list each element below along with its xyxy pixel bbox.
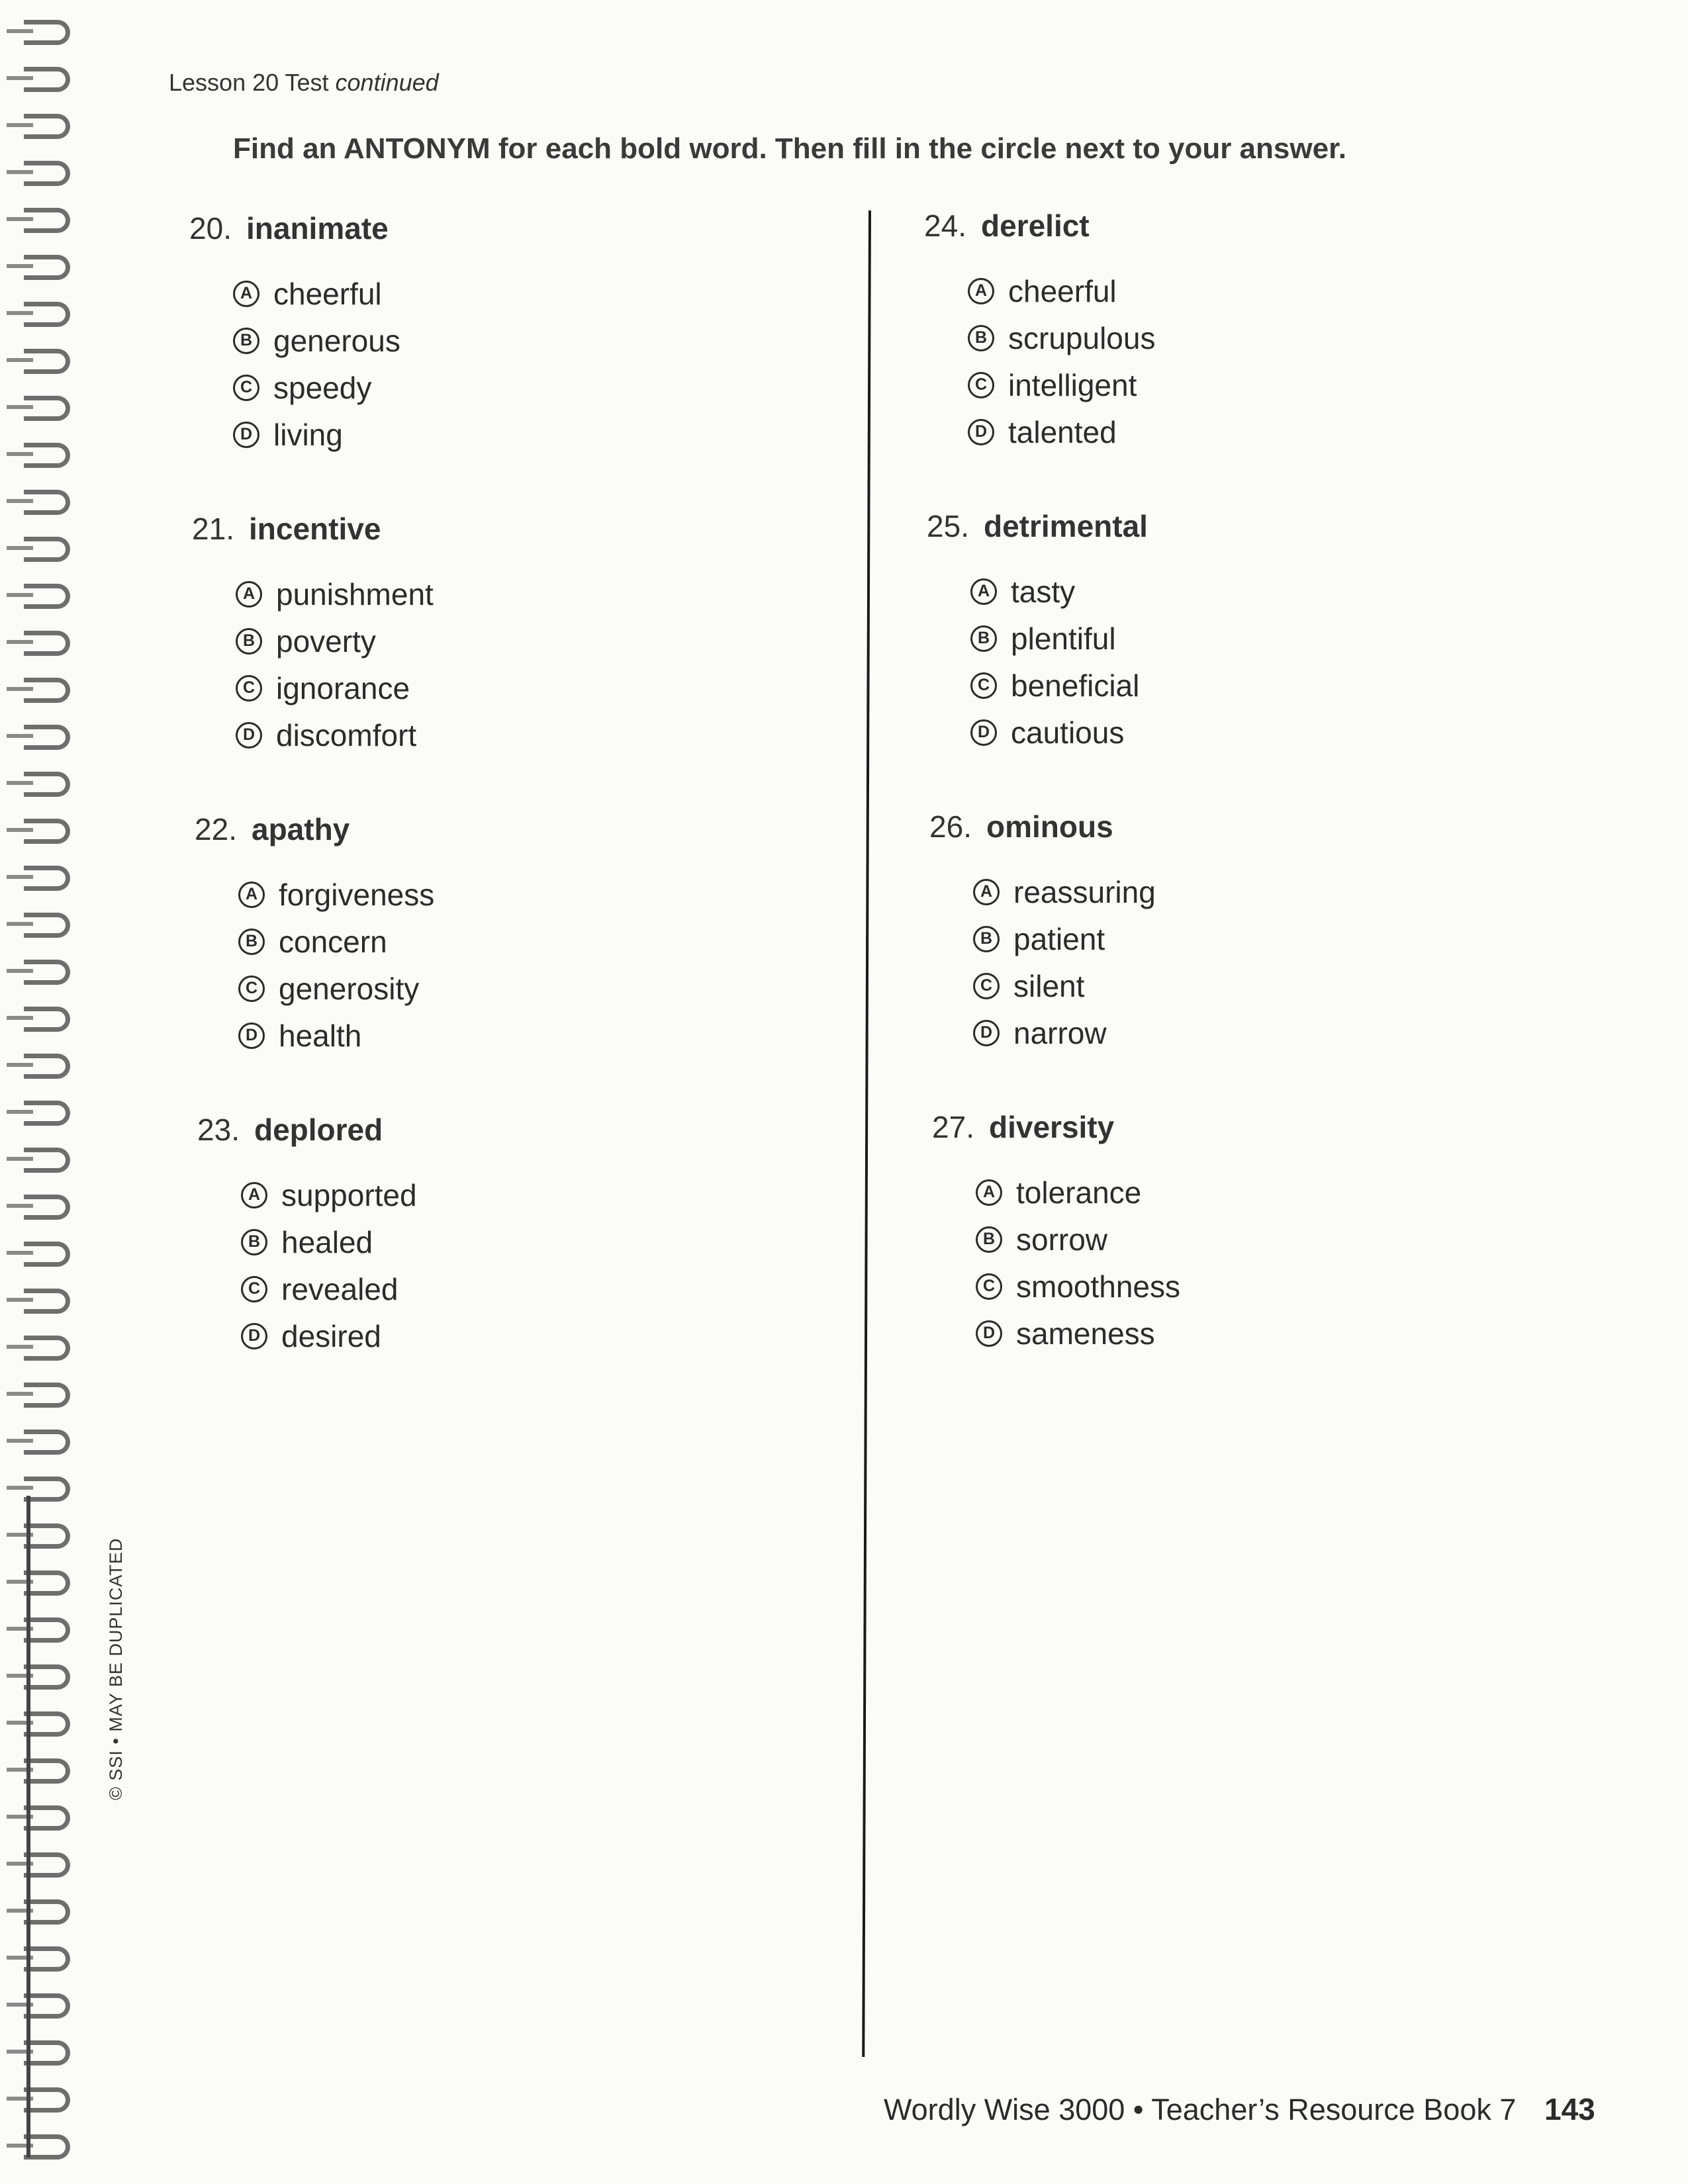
answer-option-a[interactable] — [233, 270, 765, 317]
answer-option-b[interactable] — [970, 615, 1502, 662]
option-text: cheerful — [273, 276, 382, 311]
option-text: supported — [281, 1177, 417, 1212]
question-24 — [904, 208, 1499, 455]
question-word: apathy — [252, 812, 350, 846]
option-text: tolerance — [1016, 1175, 1142, 1210]
question-word: diversity — [989, 1110, 1115, 1144]
answer-option-a[interactable] — [241, 1171, 773, 1218]
question-number: 23. — [197, 1113, 240, 1147]
question-22 — [174, 811, 770, 1059]
answer-option-c[interactable] — [970, 662, 1502, 709]
copyright-notice: © SSI • MAY BE DUPLICATED — [106, 1537, 126, 1800]
binding-coil-tail — [7, 734, 33, 738]
answer-bubble[interactable]: A — [976, 1179, 1002, 1206]
binding-coil-tail — [7, 29, 33, 33]
option-text: poverty — [276, 623, 376, 659]
answer-bubble[interactable]: C — [241, 1276, 267, 1302]
answer-option-a[interactable] — [236, 570, 767, 617]
answer-bubble[interactable]: D — [973, 1020, 1000, 1046]
answer-bubble[interactable]: C — [968, 372, 994, 398]
answer-option-d[interactable] — [241, 1312, 773, 1359]
option-text: living — [273, 417, 343, 452]
option-text: generous — [273, 323, 400, 358]
binding-coil-tail — [7, 1204, 33, 1208]
answer-option-b[interactable] — [236, 617, 767, 664]
answer-option-b[interactable] — [238, 918, 770, 965]
question-number: 22. — [195, 812, 237, 846]
question-20 — [169, 210, 765, 458]
instructions: Find an ANTONYM for each bold word. Then fill in the circle next to your answer. — [233, 132, 1346, 165]
answer-bubble[interactable]: A — [968, 278, 994, 304]
binding-coil-tail — [7, 781, 33, 785]
answer-option-a[interactable] — [968, 267, 1499, 314]
binding-coil-tail — [7, 1063, 33, 1067]
binding-coil-tail — [7, 828, 33, 832]
answer-option-d[interactable] — [238, 1012, 770, 1059]
question-word: incentive — [249, 512, 381, 546]
option-text: desired — [281, 1318, 381, 1353]
question-25 — [906, 508, 1502, 756]
answer-option-b[interactable] — [241, 1218, 773, 1265]
binding-coil-tail — [7, 1110, 33, 1114]
binding-coil-tail — [7, 499, 33, 503]
binding-coil-tail — [7, 264, 33, 268]
answer-option-b[interactable] — [973, 915, 1505, 962]
binding-coil-tail — [7, 1345, 33, 1349]
answer-bubble[interactable]: C — [973, 973, 1000, 999]
answer-option-a[interactable] — [238, 871, 770, 918]
answer-option-d[interactable] — [976, 1310, 1507, 1357]
answer-option-c[interactable] — [238, 965, 770, 1012]
answer-option-d[interactable] — [233, 411, 765, 458]
option-text: silent — [1013, 968, 1085, 1003]
answer-bubble[interactable]: A — [238, 882, 265, 908]
binding-coil-tail — [7, 170, 33, 174]
answer-bubble[interactable]: C — [236, 675, 262, 702]
question-23 — [177, 1112, 773, 1359]
answer-bubble[interactable]: C — [233, 375, 259, 401]
binding-coil-tail — [7, 311, 33, 315]
binding-coil-tail — [7, 1439, 33, 1443]
question-number: 25. — [927, 509, 969, 543]
answer-bubble[interactable]: A — [236, 581, 262, 608]
option-text: sorrow — [1016, 1222, 1108, 1257]
binding-coil-tail — [7, 593, 33, 597]
answer-bubble[interactable]: D — [238, 1023, 265, 1049]
question-number: 20. — [189, 211, 232, 246]
answer-bubble[interactable]: A — [970, 578, 997, 605]
answer-bubble[interactable]: B — [968, 325, 994, 351]
binding-coil-tail — [7, 546, 33, 550]
answer-option-a[interactable] — [970, 568, 1502, 615]
option-text: revealed — [281, 1271, 399, 1306]
answer-bubble[interactable]: A — [241, 1182, 267, 1208]
question-word: derelict — [981, 208, 1090, 243]
answer-option-c[interactable] — [968, 361, 1499, 408]
option-text: intelligent — [1008, 367, 1137, 402]
binding-coil-tail — [7, 687, 33, 691]
answer-bubble[interactable]: D — [233, 422, 259, 448]
question-word: ominous — [986, 809, 1113, 844]
answer-option-c[interactable] — [233, 364, 765, 411]
binding-coil-tail — [7, 358, 33, 362]
question-number: 27. — [932, 1110, 974, 1144]
option-text: narrow — [1013, 1015, 1107, 1050]
binding-coil-tail — [7, 1016, 33, 1020]
page-number: 143 — [1544, 2092, 1595, 2126]
binding-coil-tail — [7, 969, 33, 973]
option-text: tasty — [1011, 574, 1076, 609]
answer-bubble[interactable]: C — [970, 672, 997, 699]
answer-option-d[interactable] — [973, 1009, 1505, 1056]
answer-bubble[interactable]: D — [241, 1323, 267, 1349]
spiral-binding — [0, 20, 93, 2171]
option-text: smoothness — [1016, 1269, 1181, 1304]
option-text: concern — [279, 924, 387, 959]
answer-option-d[interactable] — [970, 709, 1502, 756]
answer-bubble[interactable]: B — [970, 625, 997, 652]
answer-option-c[interactable] — [241, 1265, 773, 1312]
answer-bubble[interactable]: B — [241, 1229, 267, 1255]
option-text: discomfort — [276, 717, 417, 752]
lesson-continued: continued — [335, 69, 439, 96]
binding-coil-tail — [7, 922, 33, 926]
option-text: generosity — [279, 971, 420, 1006]
lesson-title: Lesson 20 Test — [169, 69, 329, 96]
question-word: inanimate — [246, 211, 389, 246]
option-text: forgiveness — [279, 877, 435, 912]
answer-option-b[interactable] — [968, 314, 1499, 361]
binding-coil-tail — [7, 405, 33, 409]
answer-option-c[interactable] — [973, 962, 1505, 1009]
answer-bubble[interactable]: C — [238, 976, 265, 1002]
binding-coil-tail — [7, 875, 33, 879]
binding-coil-tail — [7, 452, 33, 456]
binding-coil-tail — [7, 217, 33, 221]
answer-bubble[interactable]: D — [236, 722, 262, 749]
question-number: 21. — [192, 512, 234, 546]
option-text: reassuring — [1013, 874, 1156, 909]
option-text: sameness — [1016, 1316, 1155, 1351]
option-text: healed — [281, 1224, 373, 1259]
option-text: patient — [1013, 921, 1105, 956]
binding-coil-tail — [7, 1486, 33, 1490]
answer-option-a[interactable] — [976, 1169, 1507, 1216]
answer-bubble[interactable]: B — [976, 1226, 1002, 1253]
question-number: 26. — [929, 809, 972, 844]
answer-option-d[interactable] — [236, 711, 767, 758]
option-text: cheerful — [1008, 273, 1117, 308]
answer-bubble[interactable]: B — [238, 929, 265, 955]
option-text: speedy — [273, 370, 372, 405]
option-text: cautious — [1011, 715, 1125, 750]
answer-bubble[interactable]: B — [236, 628, 262, 655]
option-text: beneficial — [1011, 668, 1140, 703]
option-text: scrupulous — [1008, 320, 1156, 355]
question-word: deplored — [254, 1113, 383, 1147]
answer-option-a[interactable] — [973, 868, 1505, 915]
answer-bubble[interactable]: D — [968, 419, 994, 445]
binding-coil-tail — [7, 1251, 33, 1255]
binding-coil-tail — [7, 1298, 33, 1302]
binding-coil-tail — [7, 123, 33, 127]
column-divider — [862, 210, 871, 2057]
answer-bubble[interactable]: B — [233, 328, 259, 354]
answer-option-b[interactable] — [233, 317, 765, 364]
option-text: talented — [1008, 414, 1117, 449]
option-text: punishment — [276, 576, 434, 612]
binding-coil-tail — [7, 1392, 33, 1396]
binding-coil-tail — [7, 640, 33, 644]
answer-option-c[interactable] — [976, 1263, 1507, 1310]
question-27 — [912, 1109, 1507, 1357]
option-text: health — [279, 1018, 362, 1053]
question-word: detrimental — [984, 509, 1148, 543]
question-number: 24. — [924, 208, 966, 243]
answer-bubble[interactable]: B — [973, 926, 1000, 952]
answer-bubble[interactable]: D — [970, 719, 997, 746]
answer-bubble[interactable]: A — [973, 879, 1000, 905]
lesson-header — [169, 69, 439, 97]
answer-option-d[interactable] — [968, 408, 1499, 455]
binding-coil-tail — [7, 1157, 33, 1161]
answer-bubble[interactable]: D — [976, 1320, 1002, 1347]
page-edge-line — [26, 1496, 30, 2158]
question-26 — [909, 809, 1505, 1056]
book-title: Wordly Wise 3000 • Teacher’s Resource Book 7 — [884, 2093, 1517, 2126]
binding-coil-tail — [7, 76, 33, 80]
option-text: plentiful — [1011, 621, 1116, 656]
answer-option-c[interactable] — [236, 664, 767, 711]
question-21 — [171, 511, 767, 758]
answer-bubble[interactable]: A — [233, 281, 259, 307]
option-text: ignorance — [276, 670, 410, 705]
answer-option-b[interactable] — [976, 1216, 1507, 1263]
answer-bubble[interactable]: C — [976, 1273, 1002, 1300]
